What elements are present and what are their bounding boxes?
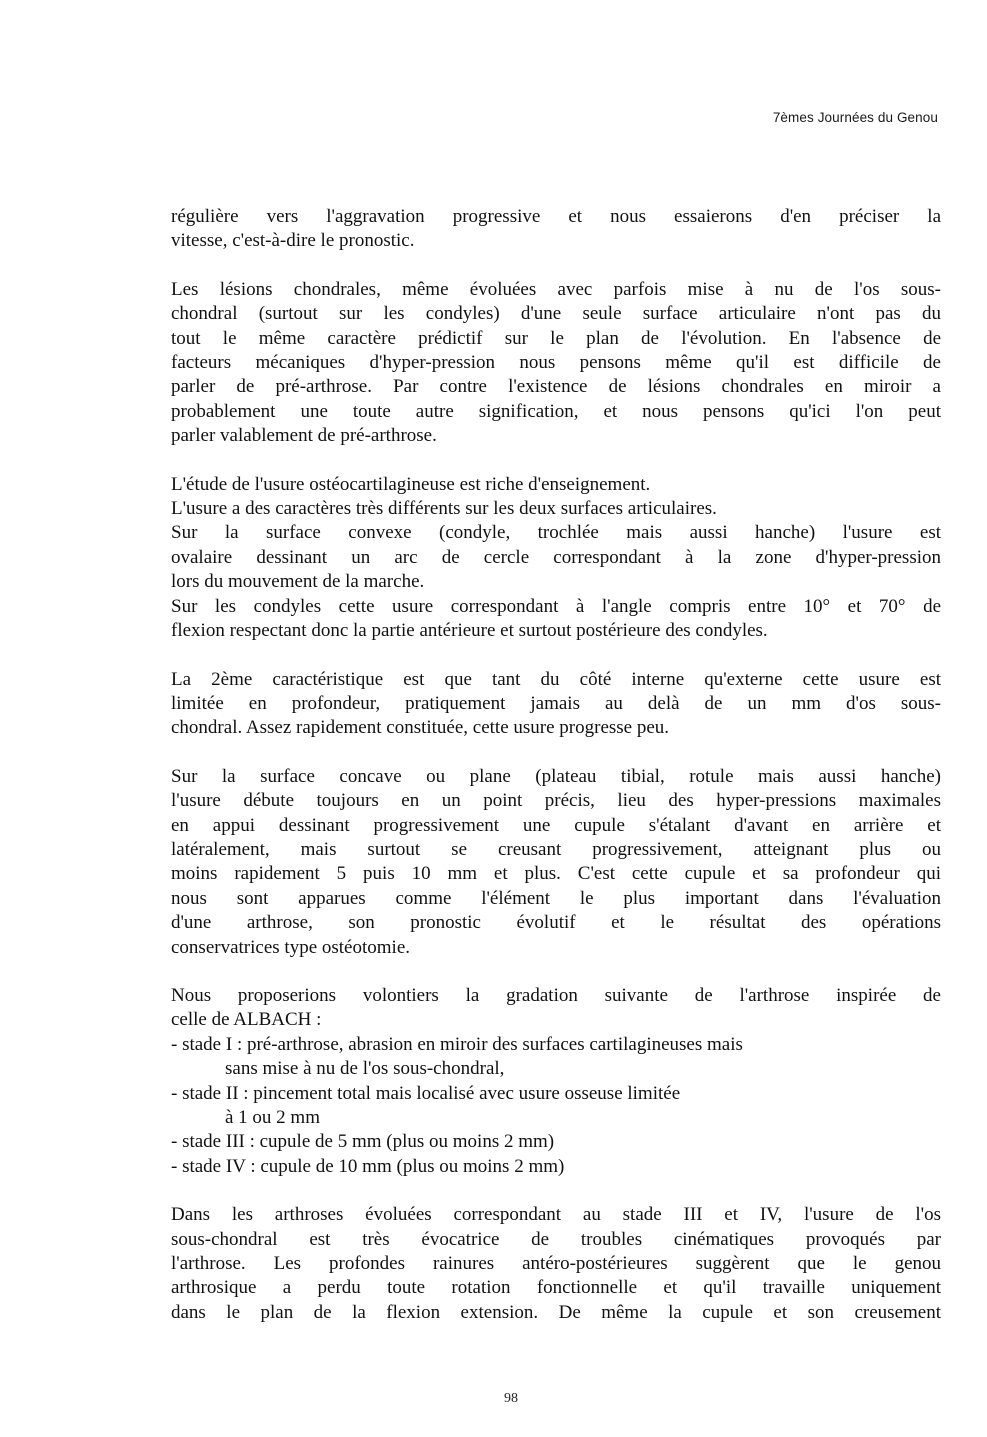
text-line: limitée en profondeur, pratiquement jamais au delà de un mm d'os sous- [171,692,941,714]
list-item-stage-4: - stade IV : cupule de 10 mm (plus ou moins 2 mm) [171,1155,565,1177]
list-item-stage-3: - stade III : cupule de 5 mm (plus ou moins 2 mm) [171,1131,555,1153]
text-line: tout le même caractère prédictif sur le plan de l'évolution. En l'absence de [171,327,941,349]
text-line: Sur la surface concave ou plane (plateau tibial, rotule mais aussi hanche) [171,765,941,787]
paragraph-wear-study [171,473,941,644]
text-line: flexion respectant donc la partie antérieure et surtout postérieure des condyles. [171,620,768,642]
text-line: l'usure débute toujours en un point précis, lieu des hyper-pressions maximales [171,790,941,812]
list-item-stage-1-continuation: sans mise à nu de l'os sous-chondral, [225,1058,505,1080]
text-line: en appui dessinant progressivement une cupule s'étalant d'avant en arrière et [171,814,941,836]
text-line: ovalaire dessinant un arc de cercle correspondant à la zone d'hyper-pression [171,546,941,568]
text-line: Nous proposerions volontiers la gradation suivante de l'arthrose inspirée de [171,984,941,1006]
text-line: nous sont apparues comme l'élément le plus important dans l'évaluation [171,887,941,909]
text-line: lors du mouvement de la marche. [171,571,425,593]
stage-gradation [171,984,941,1179]
text-line: latéralement, mais surtout se creusant progressivement, atteignant plus ou [171,838,941,860]
text-line: probablement une toute autre signification, et nous pensons qu'ici l'on peut [171,400,941,422]
list-item-stage-1: - stade I : pré-arthrose, abrasion en miroir des surfaces cartilagineuses mais [171,1033,743,1055]
paragraph-second-characteristic [171,668,941,741]
paragraph-chondral-lesions [171,278,941,449]
list-item-stage-2: - stade II : pincement total mais localisé avec usure osseuse limitée [171,1082,681,1104]
text-line: parler de pré-arthrose. Par contre l'existence de lésions chondrales en miroir a [171,376,941,398]
text-line: facteurs mécaniques d'hyper-pression nous pensons même qu'il est difficile de [171,352,941,374]
text-line: La 2ème caractéristique est que tant du côté interne qu'externe cette usure est [171,668,941,690]
text-line: L'usure a des caractères très différents sur les deux surfaces articulaires. [171,498,717,520]
text-line: sous-chondral est très évocatrice de troubles cinématiques provoqués par [171,1228,941,1250]
text-line: Les lésions chondrales, même évoluées avec parfois mise à nu de l'os sous- [171,278,941,300]
running-header: 7èmes Journées du Genou [772,110,938,125]
text-line: d'une arthrose, son pronostic évolutif et le résultat des opérations [171,912,941,934]
list-item-stage-2-continuation: à 1 ou 2 mm [225,1107,320,1128]
body-text [171,205,941,1349]
text-line: l'arthrose. Les profondes rainures antéro-postérieures suggèrent que le genou [171,1253,941,1275]
text-line: Dans les arthroses évoluées correspondant au stade III et IV, l'usure de l'os [171,1204,941,1226]
text-line: Sur la surface convexe (condyle, trochlée mais aussi hanche) l'usure est [171,522,941,544]
text-line: moins rapidement 5 puis 10 mm et plus. C'est cette cupule et sa profondeur qui [171,863,941,885]
page-number: 98 [504,1391,518,1406]
text-line: chondral. Assez rapidement constituée, cette usure progresse peu. [171,717,670,739]
text-line: régulière vers l'aggravation progressive et nous essaierons d'en préciser la [171,206,941,227]
paragraph-intro [171,205,941,254]
text-line: celle de ALBACH : [171,1009,322,1031]
text-line: dans le plan de la flexion extension. De même la cupule et son creusement [171,1301,941,1323]
text-line: vitesse, c'est-à-dire le pronostic. [171,230,415,252]
text-line: chondral (surtout sur les condyles) d'une seule surface articulaire n'ont pas du [171,303,941,325]
text-line: parler valablement de pré-arthrose. [171,425,437,447]
text-line: conservatrices type ostéotomie. [171,936,411,958]
text-line: arthrosique a perdu toute rotation fonctionnelle et qu'il travaille uniquement [171,1277,941,1299]
paragraph-concave-surface [171,765,941,960]
text-line: L'étude de l'usure ostéocartilagineuse est riche d'enseignement. [171,473,651,495]
paragraph-evolved-arthrosis [171,1203,941,1325]
text-line: Sur les condyles cette usure correspondant à l'angle compris entre 10° et 70° de [171,595,941,617]
